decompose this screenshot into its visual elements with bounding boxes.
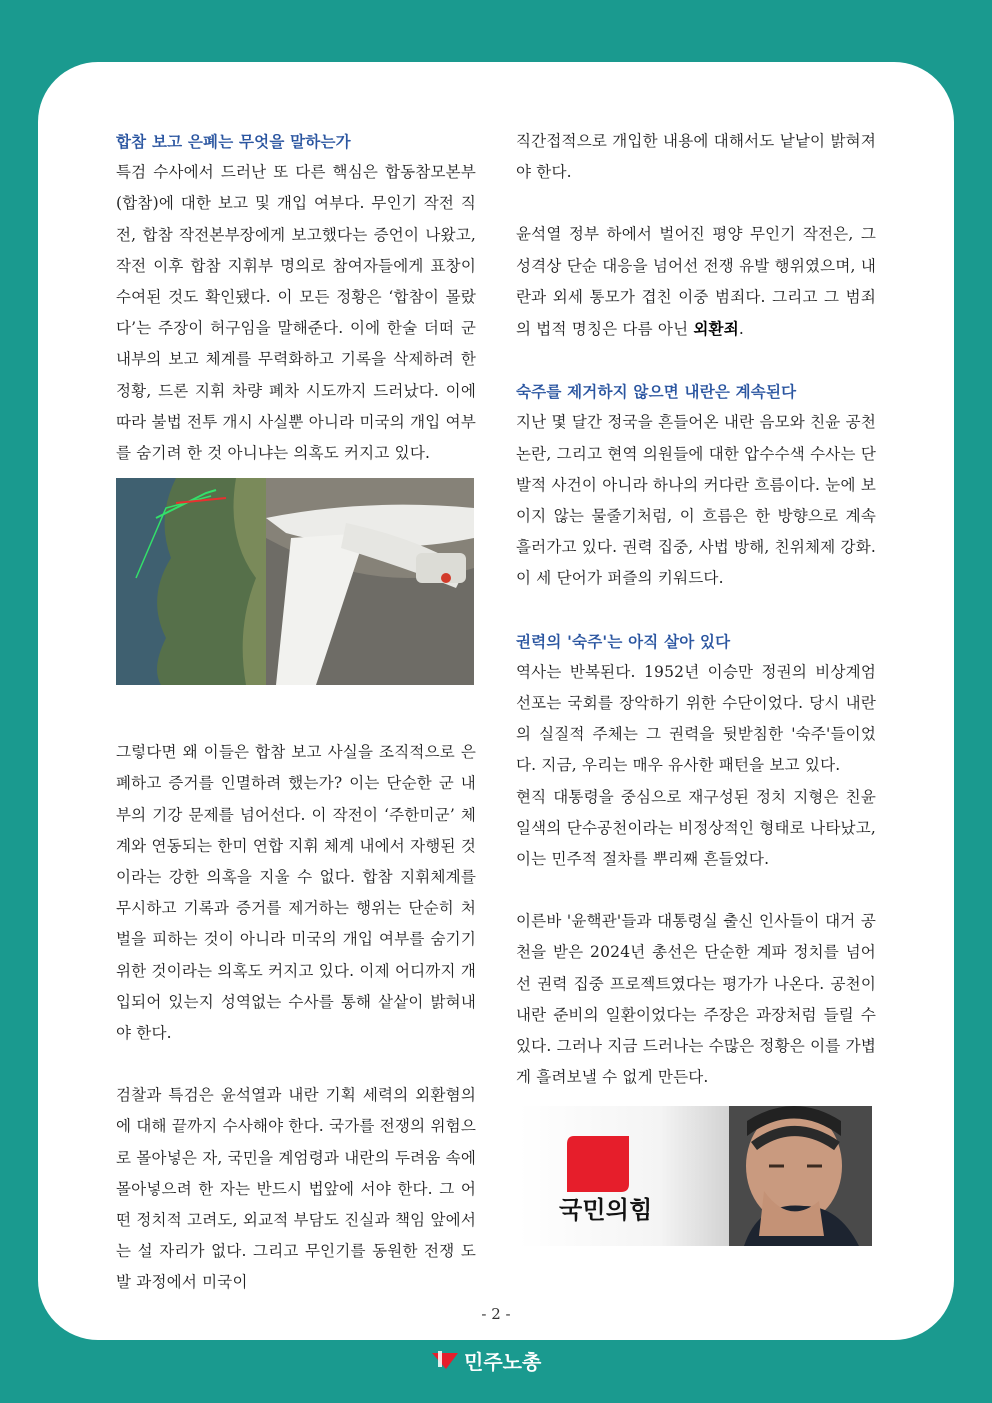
paragraph-2024-election: 이른바 '윤핵관'들과 대통령실 출신 인사들이 대거 공천을 받은 2024년 총선은 단순한 계파 정치를 넘어선 권력 집중 프로젝트였다는 평가가 나온다. 공천이 내란 준비의 일환이었다는 주장은 과장처럼 들릴 수 있다. 그러나 지금 드러나는 수많은 정황은 이를 가볍게 흘려보낼 수 없게 만든다.	[516, 912, 876, 1087]
brand-name: 민주노총	[464, 1349, 542, 1374]
left-column	[116, 126, 476, 1299]
drone-map-photo-icon	[116, 478, 474, 685]
party-logo-icon	[567, 1136, 629, 1192]
paragraph-treason-crime	[516, 219, 876, 345]
section-heading-host-removal: 숙주를 제거하지 않으면 내란은 계속된다	[516, 382, 797, 402]
section-heading-report-concealment: 합참 보고 은폐는 무엇을 말하는가	[116, 132, 351, 151]
party-image	[519, 1106, 872, 1246]
party-logo-text: 국민의힘	[559, 1196, 653, 1225]
paragraph-host-removal: 지난 몇 달간 정국을 흔들어온 내란 음모와 친윤 공천 논란, 그리고 현역 의원들에 대한 압수수색 수사는 단발적 사건이 아니라 하나의 커다란 흐름이다. 눈에 보이지 않는 물줄기처럼, 이 흐름은 한 방향으로 계속 흘러가고 있다. 권력 집중, 사법 방해, 친위체제 강화. 이 세 단어가 퍼즐의 키워드다.	[516, 413, 876, 588]
right-column	[516, 126, 876, 1246]
footer-brand	[430, 1345, 541, 1375]
paragraph-investigation-demand: 검찰과 특검은 윤석열과 내란 기획 세력의 외환혐의에 대해 끝까지 수사해야 한다. 국가를 전쟁의 위험으로 몰아넣은 자, 국민을 계엄령과 내란의 두려움 속에 몰아넣으려 한 자는 반드시 법앞에 서야 한다. 그 어떤 정치적 고려도, 외교적 부담도 진실과 책임 앞에서는 설 자리가 없다. 그리고 무인기를 동원한 전쟁 도발 과정에서 미국이	[116, 1086, 476, 1292]
paragraph-nomination: 현직 대통령을 중심으로 재구성된 정치 지형은 친윤 일색의 단수공천이라는 비정상적인 형태로 나타났고, 이는 민주적 절차를 뿌리째 흔들었다.	[516, 787, 876, 869]
treason-period: .	[738, 320, 745, 339]
section-heading-host-alive: 권력의 '숙주'는 아직 살아 있다	[516, 631, 731, 651]
kctu-logo-icon	[430, 1349, 460, 1371]
page-number: - 2 -	[481, 1305, 511, 1323]
treason-text: 윤석열 정부 하에서 벌어진 평양 무인기 작전은, 그 성격상 단순 대응을 넘어선 전쟁 유발 행위였으며, 내란과 외세 통모가 겹친 이중 범죄다. 그리고 그 범죄의 법적 명칭은 다름 아닌	[516, 225, 876, 339]
paragraph-why-conceal: 그렇다면 왜 이들은 합참 보고 사실을 조직적으로 은폐하고 증거를 인멸하려 했는가? 이는 단순한 군 내부의 기강 문제를 넘어선다. 이 작전이 ‘주한미군’ 체계와 연동되는 한미 연합 지휘 체계 내에서 자행된 것이라는 강한 의혹을 지울 수 없다. 합참 지휘체계를 무시하고 기록과 증거를 제거하는 행위는 단순히 처벌을 피하는 것이 아니라 미국의 개입 여부를 숨기기 위한 것이라는 의혹도 커지고 있다. 이제 어디까지 개입되어 있는지 성역없는 수사를 통해 샅샅이 밝혀내야 한다.	[116, 743, 476, 1043]
party-logo-portrait	[519, 1106, 872, 1246]
treason-keyword: 외환죄	[693, 319, 739, 339]
paragraph-us-involvement: 직간접적으로 개입한 내용에 대해서도 낱낱이 밝혀져야 한다.	[516, 132, 876, 182]
drone-map-image	[116, 478, 474, 685]
paragraph-report-concealment: 특검 수사에서 드러난 또 다른 핵심은 합동참모본부(합참)에 대한 보고 및 개입 여부다. 무인기 작전 직전, 합참 작전본부장에게 보고했다는 증언이 나왔고, 작전 이후 합참 지휘부 명의로 참여자들에게 표창이 수여된 것도 확인됐다. 이 모든 정황은 ‘합참이 몰랐다’는 주장이 허구임을 말해준다. 이에 한술 더떠 군 내부의 보고 체계를 무력화하고 기록을 삭제하려 한 정황, 드론 지휘 차량 폐차 시도까지 드러났다. 이에 따라 불법 전투 개시 사실뿐 아니라 미국의 개입 여부를 숨기려 한 것 아니냐는 의혹도 커지고 있다.	[116, 163, 476, 463]
paragraph-history-repeats: 역사는 반복된다. 1952년 이승만 정권의 비상계엄 선포는 국회를 장악하기 위한 수단이었다. 당시 내란의 실질적 주체는 그 권력을 뒷받침한 '숙주'들이었다. 지금, 우리는 매우 유사한 패턴을 보고 있다.	[516, 662, 876, 775]
